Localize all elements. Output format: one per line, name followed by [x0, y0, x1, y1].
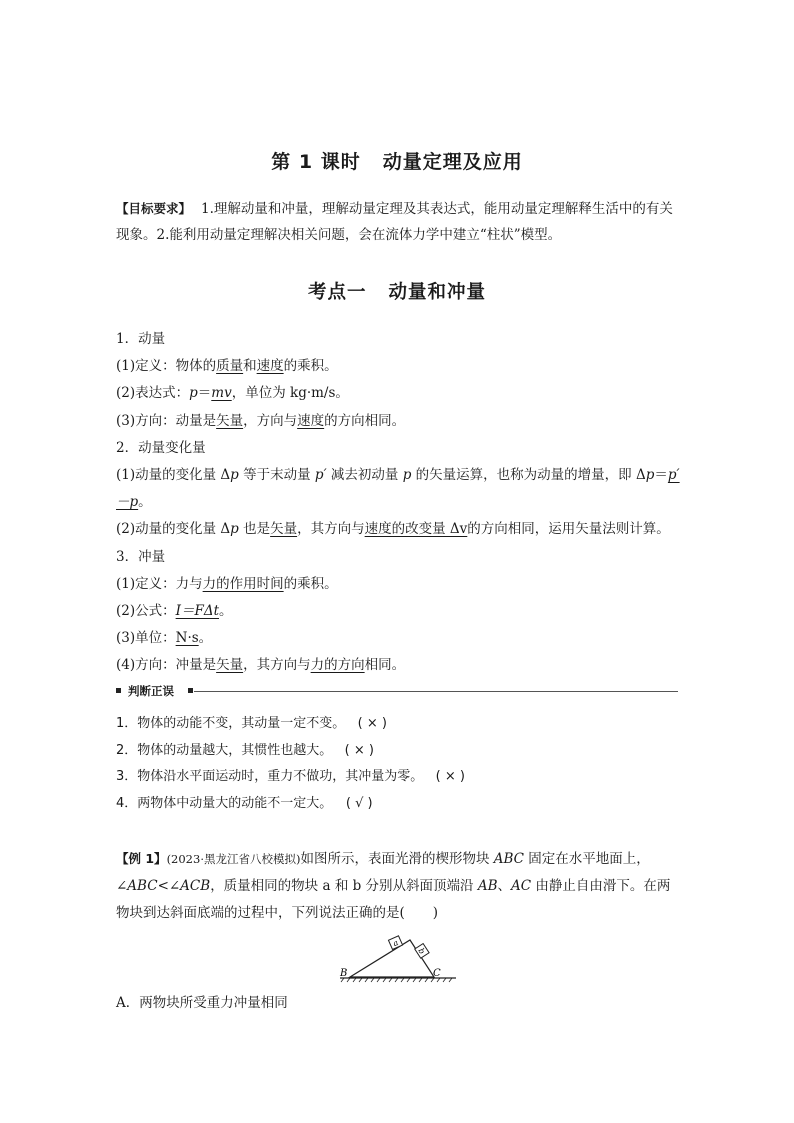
impulse-unit: (3)单位：N·s。: [116, 630, 213, 647]
momentum-heading: 1．动量: [116, 331, 166, 347]
svg-text:b: b: [416, 946, 427, 956]
section-heading: [0, 278, 794, 304]
divider: [194, 691, 678, 692]
example-tag: 【例 1】: [116, 851, 167, 866]
square-bullet-icon: [116, 688, 121, 693]
content-body: [116, 326, 682, 680]
section-name: 动量和冲量: [388, 282, 487, 303]
impulse-definition: (1)定义：力与力的作用时间的乘积。: [116, 575, 338, 592]
example-1: [116, 845, 682, 927]
lesson-title: [0, 147, 794, 174]
lesson-name: 动量定理及应用: [382, 151, 523, 173]
list-item: 4．两物体中动量大的动能不一定大。 ( √ ): [116, 795, 373, 811]
goals-tag: 【目标要求】: [116, 201, 192, 216]
example-source: (2023·黑龙江省八校模拟): [166, 852, 301, 866]
svg-text:a: a: [391, 938, 400, 949]
judgement-list: [116, 711, 682, 817]
momentum-change-direction: (2)动量的变化量 Δp 也是矢量，其方向与速度的改变量 Δv的方向相同，运用矢量法则计算。: [116, 521, 670, 538]
list-item: 2．物体的动量越大，其惯性也越大。 ( × ): [116, 742, 374, 758]
list-item: 1．物体的动能不变，其动量一定不变。 ( × ): [116, 716, 387, 731]
impulse-direction: (4)方向：冲量是矢量，其方向与力的方向相同。: [116, 657, 406, 674]
lesson-number: 第 1 课时: [271, 151, 361, 173]
momentum-expression: (2)表达式：p＝mv，单位为 kg·m/s。: [116, 385, 349, 402]
wedge-diagram: [336, 926, 460, 984]
impulse-heading: 3．冲量: [116, 548, 166, 565]
vertex-c-label: C: [433, 968, 441, 979]
section-number: 考点一: [307, 282, 367, 303]
momentum-definition: (1)定义：物体的质量和速度的乘积。: [116, 358, 338, 375]
example-stem: 【例 1】(2023·黑龙江省八校模拟)如图所示，表面光滑的楔形物块 ABC 固定在水平地面上，∠ABC<∠ACB，质量相同的物块 a 和 b 分别从斜面顶端沿 AB、AC 由静止自由滑下。在两物块到达斜面底端的过程中，下列说法正确的是( ): [116, 851, 671, 921]
learning-goals: [116, 196, 682, 248]
momentum-change-def: (1)动量的变化量 Δp 等于末动量 p′ 减去初动量 p 的矢量运算，也称为动量的增量，即 Δp＝p′－p。: [116, 467, 680, 511]
option-a: A．两物块所受重力冲量相同: [116, 995, 288, 1011]
vertex-b-label: B: [340, 968, 348, 979]
judgement-label: 判断正误: [128, 684, 174, 698]
momentum-direction: (3)方向：动量是矢量，方向与速度的方向相同。: [116, 412, 406, 429]
impulse-formula: (2)公式：I＝FΔt。: [116, 603, 233, 620]
list-item: 3．物体沿水平面运动时，重力不做功，其冲量为零。 ( × ): [116, 769, 465, 784]
square-bullet-icon: [188, 688, 193, 693]
judgement-header: [116, 684, 678, 698]
goals-text: 1.理解动量和冲量，理解动量定理及其表达式，能用动量定理解释生活中的有关现象。2.能利用动量定理解决相关问题，会在流体力学中建立“柱状”模型。: [116, 201, 673, 243]
momentum-change-heading: 2．动量变化量: [116, 439, 206, 456]
